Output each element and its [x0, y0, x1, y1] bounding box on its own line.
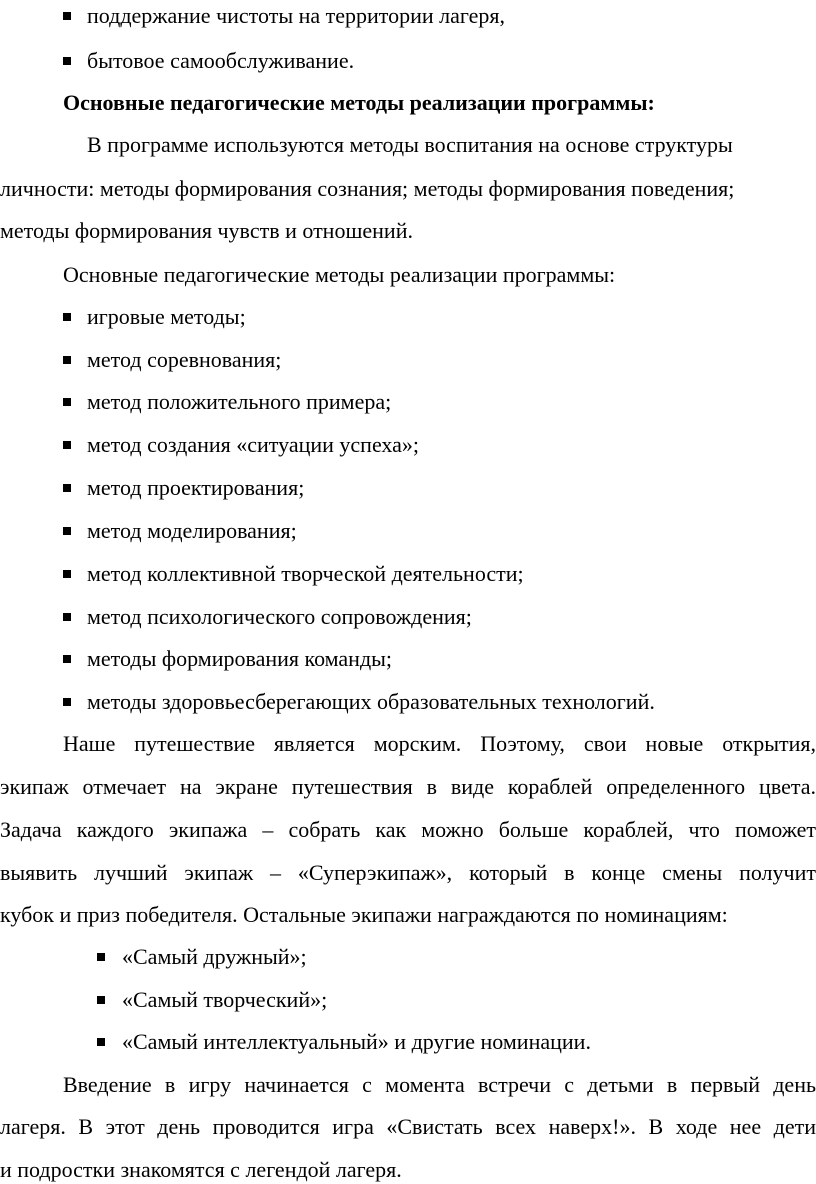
paragraph-line: выявить лучший экипаж – «Суперэкипаж», который в конце смены получит — [0, 860, 816, 885]
paragraph-line: кубок и приз победителя. Остальные экипажи награждаются по номинациям: — [0, 902, 728, 927]
paragraph-line: экипаж отмечает на экране путешествия в виде кораблей определенного цвета. — [0, 774, 816, 799]
list-item: метод проектирования; — [87, 475, 305, 500]
list-item: метод коллективной творческой деятельности; — [87, 561, 524, 586]
paragraph-line: В программе используются методы воспитания на основе структуры — [87, 132, 733, 157]
bullet-icon — [63, 527, 71, 535]
paragraph-line: личности: методы формирования сознания; методы формирования поведения; — [0, 176, 735, 201]
paragraph-line: лагеря. В этот день проводится игра «Свистать всех наверх!». В ходе нее дети — [0, 1114, 816, 1139]
methods-intro: Основные педагогические методы реализации программы: — [63, 262, 616, 287]
list-item: методы здоровьесберегающих образовательных технологий. — [87, 689, 655, 714]
bullet-icon — [63, 57, 71, 65]
paragraph-line: Наше путешествие является морским. Поэтому, свои новые открытия, — [63, 731, 816, 756]
bullet-icon — [97, 953, 105, 961]
paragraph-line: и подростки знакомятся с легендой лагеря. — [0, 1157, 402, 1182]
list-item: метод положительного примера; — [87, 389, 392, 414]
list-item: «Самый творческий»; — [122, 987, 328, 1012]
paragraph-line: методы формирования чувств и отношений. — [0, 218, 413, 243]
list-item: «Самый интеллектуальный» и другие номинации. — [122, 1029, 591, 1054]
list-item: метод соревнования; — [87, 347, 282, 372]
section-heading: Основные педагогические методы реализации программы: — [63, 90, 655, 115]
list-item: метод создания «ситуации успеха»; — [87, 432, 420, 457]
list-item: бытовое самообслуживание. — [87, 48, 355, 73]
bullet-icon — [63, 613, 71, 621]
bullet-icon — [63, 655, 71, 663]
list-item: метод моделирования; — [87, 518, 297, 543]
bullet-icon — [63, 698, 71, 706]
bullet-icon — [63, 484, 71, 492]
list-item: метод психологического сопровождения; — [87, 604, 472, 629]
bullet-icon — [63, 313, 71, 321]
list-item: «Самый дружный»; — [122, 944, 307, 969]
paragraph-line: Задача каждого экипажа – собрать как можно больше кораблей, что поможет — [0, 817, 816, 842]
bullet-icon — [63, 356, 71, 364]
bullet-icon — [63, 12, 71, 20]
list-item: игровые методы; — [87, 304, 246, 329]
list-item: методы формирования команды; — [87, 646, 393, 671]
bullet-icon — [97, 1038, 105, 1046]
bullet-icon — [63, 398, 71, 406]
bullet-icon — [97, 996, 105, 1004]
bullet-icon — [63, 441, 71, 449]
paragraph-line: Введение в игру начинается с момента встречи с детьми в первый день — [63, 1072, 816, 1097]
bullet-icon — [63, 570, 71, 578]
list-item: поддержание чистоты на территории лагеря, — [87, 3, 506, 28]
